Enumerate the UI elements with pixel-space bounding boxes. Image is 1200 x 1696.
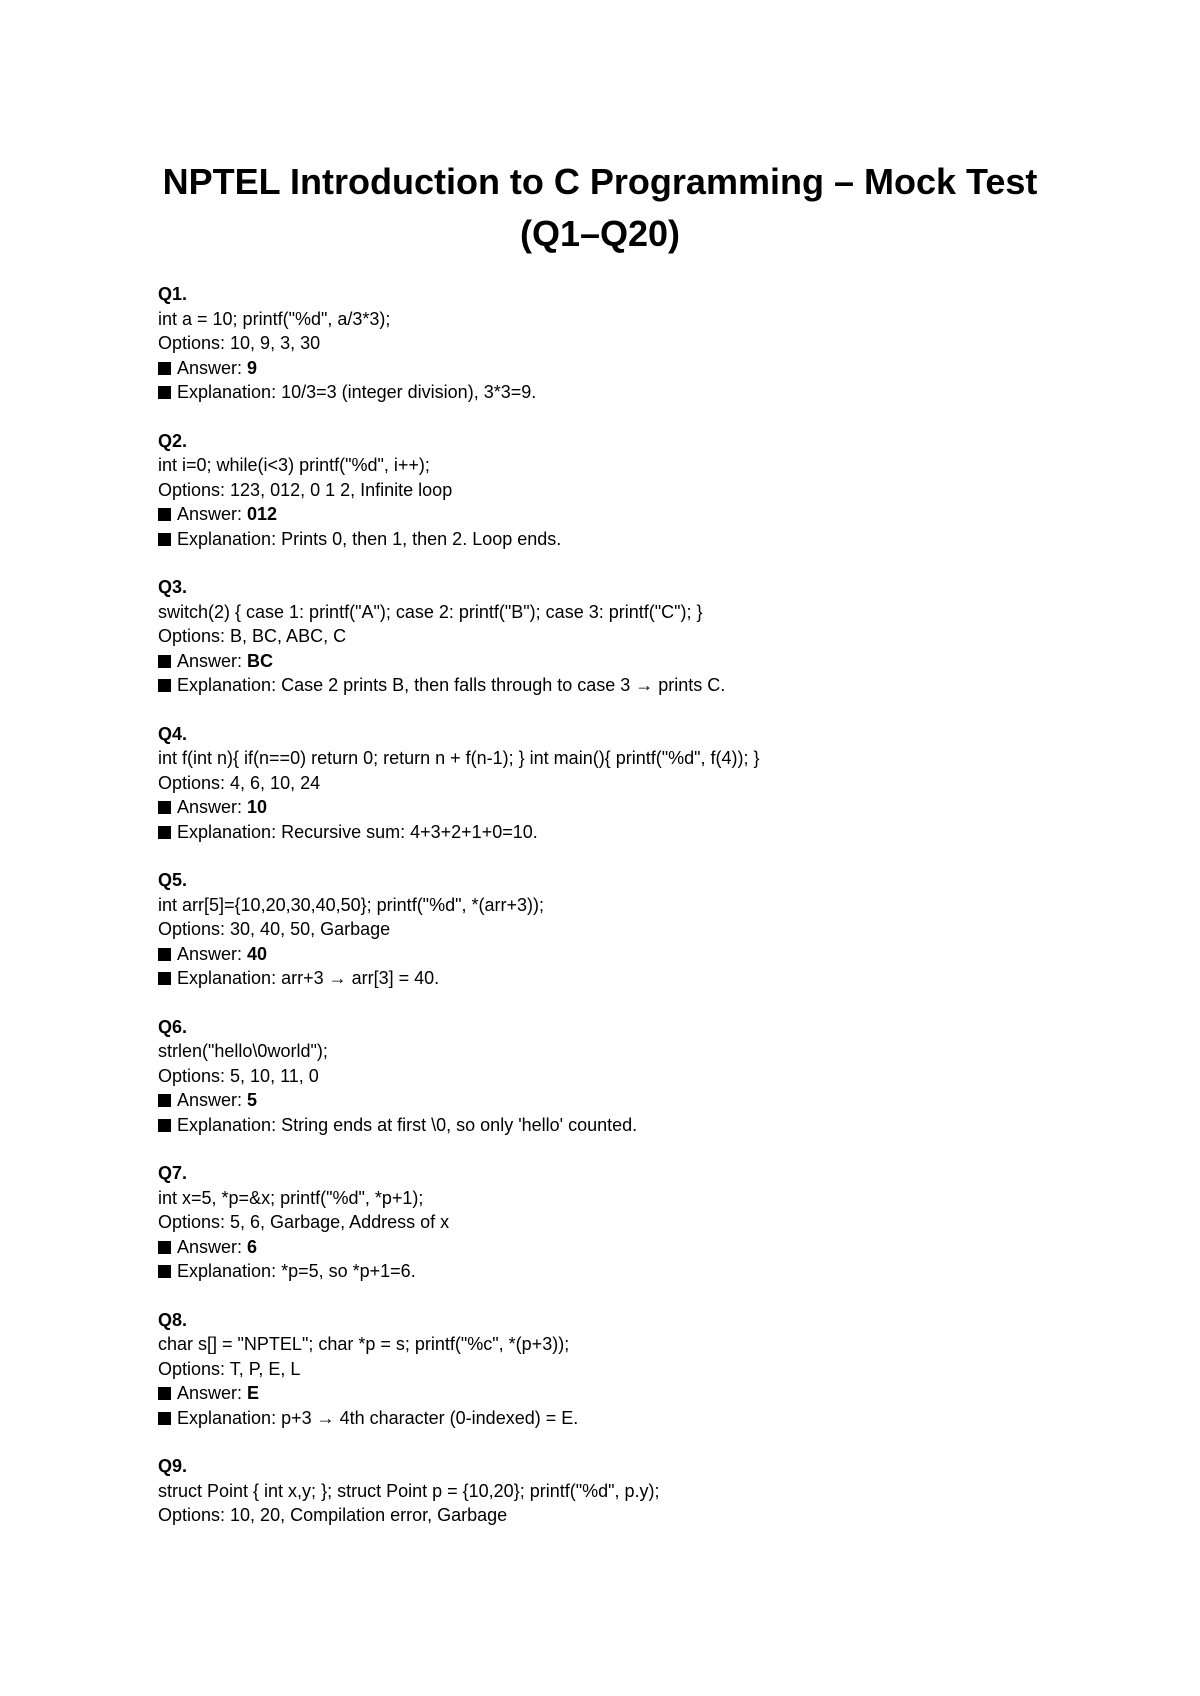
question-block [158,1161,1058,1284]
answer-prefix: Answer: [177,650,248,671]
question-label: Q4. [158,723,188,744]
explanation-line [158,966,1058,991]
question-label: Q1. [158,284,188,304]
question-options: Options: T, P, E, L [158,1358,301,1379]
explanation-text: Recursive sum: 4+3+2+1+0=10. [281,821,538,842]
question-label: Q3. [158,577,188,597]
square-bullet-icon [158,826,171,839]
answer-line [158,942,1058,967]
question-code: int f(int n){ if(n==0) return 0; return n + f(n-1); } int main(){ printf("%d", f(4)); } [158,748,760,768]
answer-prefix: Answer: [177,943,248,964]
explanation-text: Case 2 prints B, then falls through to case 3 → prints C. [281,675,726,695]
explanation-line [158,820,1058,845]
explanation-prefix: Explanation: [177,675,282,695]
question-options: Options: 4, 6, 10, 24 [158,772,321,793]
square-bullet-icon [158,362,171,375]
question-options: Options: 30, 40, 50, Garbage [158,919,391,939]
square-bullet-icon [158,1094,171,1107]
answer-line [158,356,1058,381]
question-block [158,1308,1058,1431]
square-bullet-icon [158,679,171,692]
square-bullet-icon [158,1265,171,1278]
explanation-text: *p=5, so *p+1=6. [281,1261,416,1281]
question-label: Q7. [158,1163,188,1183]
question-label: Q8. [158,1309,188,1330]
square-bullet-icon [158,508,171,521]
answer-prefix: Answer: [177,504,248,524]
explanation-prefix: Explanation: [177,1261,282,1281]
explanation-text: 10/3=3 (integer division), 3*3=9. [281,382,537,402]
question-block [158,575,1058,698]
question-block [158,282,1058,405]
answer-prefix: Answer: [177,797,248,817]
answer-value: 40 [247,943,268,964]
question-options: Options: 5, 6, Garbage, Address of x [158,1212,450,1232]
square-bullet-icon [158,801,171,814]
question-code: int a = 10; printf("%d", a/3*3); [158,308,391,329]
square-bullet-icon [158,972,171,985]
explanation-line [158,1406,1058,1431]
question-code: struct Point { int x,y; }; struct Point p = {10,20}; printf("%d", p.y); [158,1480,660,1501]
answer-value: 9 [247,357,258,378]
question-block [158,1454,1058,1528]
question-list [158,282,1058,1552]
answer-line [158,1381,1058,1406]
square-bullet-icon [158,386,171,399]
answer-line [158,795,1058,820]
explanation-prefix: Explanation: [177,968,282,988]
question-block [158,868,1058,991]
question-block [158,722,1058,845]
answer-prefix: Answer: [177,1236,248,1257]
question-code: int x=5, *p=&x; printf("%d", *p+1); [158,1187,424,1208]
explanation-prefix: Explanation: [177,1114,282,1135]
answer-value: E [247,1383,260,1403]
square-bullet-icon [158,948,171,961]
explanation-line [158,527,1058,552]
question-code: int arr[5]={10,20,30,40,50}; printf("%d", *(arr+3)); [158,894,544,915]
answer-prefix: Answer: [177,1383,248,1403]
question-label: Q5. [158,870,188,890]
document-title: NPTEL Introduction to C Programming – Mock Test (Q1–Q20) [162,161,1038,254]
square-bullet-icon [158,533,171,546]
square-bullet-icon [158,655,171,668]
answer-value: 10 [247,797,268,817]
explanation-line [158,1113,1058,1138]
explanation-prefix: Explanation: [177,382,282,402]
answer-line [158,649,1058,674]
question-options: Options: 10, 9, 3, 30 [158,333,321,353]
explanation-line [158,673,1058,698]
question-block [158,429,1058,552]
question-label: Q6. [158,1016,188,1037]
question-label: Q2. [158,430,188,451]
explanation-line [158,380,1058,405]
answer-value: 5 [247,1090,258,1110]
answer-prefix: Answer: [177,1090,248,1110]
question-options: Options: 5, 10, 11, 0 [158,1065,319,1086]
question-options: Options: 123, 012, 0 1 2, Infinite loop [158,479,453,500]
question-block [158,1015,1058,1138]
question-code: strlen("hello\0world"); [158,1041,328,1061]
answer-value: BC [247,650,274,671]
answer-prefix: Answer: [177,357,248,378]
square-bullet-icon [158,1119,171,1132]
square-bullet-icon [158,1241,171,1254]
question-code: char s[] = "NPTEL"; char *p = s; printf("%c", *(p+3)); [158,1334,570,1354]
explanation-prefix: Explanation: [177,1407,282,1428]
answer-line [158,502,1058,527]
question-label: Q9. [158,1456,188,1476]
explanation-text: String ends at first \0, so only 'hello' counted. [281,1114,638,1135]
square-bullet-icon [158,1412,171,1425]
explanation-line [158,1259,1058,1284]
answer-value: 6 [247,1236,258,1257]
question-options: Options: 10, 20, Compilation error, Garbage [158,1505,508,1525]
square-bullet-icon [158,1387,171,1400]
question-code: switch(2) { case 1: printf("A"); case 2: printf("B"); case 3: printf("C"); } [158,601,703,622]
answer-line [158,1235,1058,1260]
answer-value: 012 [247,504,278,524]
explanation-text: Prints 0, then 1, then 2. Loop ends. [281,528,562,549]
answer-line [158,1088,1058,1113]
explanation-prefix: Explanation: [177,821,282,842]
question-options: Options: B, BC, ABC, C [158,626,347,646]
explanation-text: p+3 → 4th character (0-indexed) = E. [281,1407,579,1428]
question-code: int i=0; while(i<3) printf("%d", i++); [158,455,430,475]
explanation-prefix: Explanation: [177,528,282,549]
explanation-text: arr+3 → arr[3] = 40. [281,968,440,988]
